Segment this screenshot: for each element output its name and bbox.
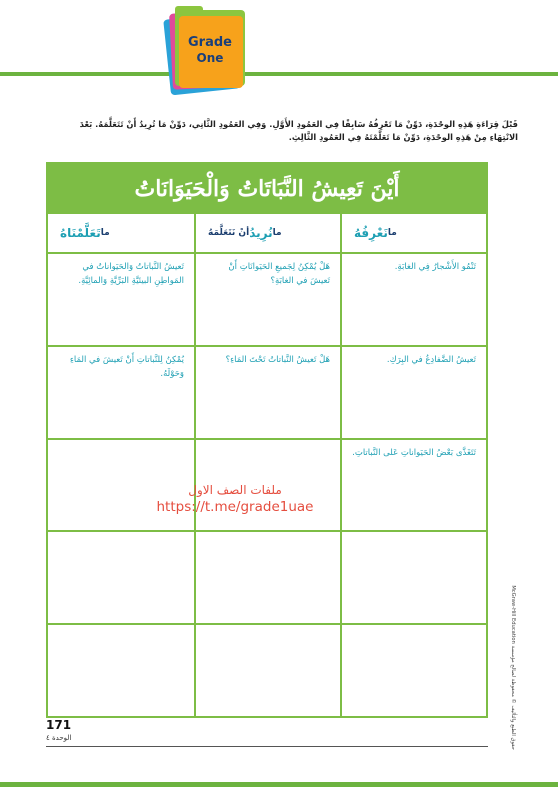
watermark-link[interactable]: https://t.me/grade1uae <box>156 499 314 515</box>
header-what-we-want-to-learn: ما نُرِيدُ أنْ نَتَعَلَّمَهُ <box>194 214 340 254</box>
cell-want: هَلْ يُمْكِنُ لِجَميعِ الحَيَوانَاتِ أَنْ تَعيشَ في الغابَةِ؟ <box>194 254 340 347</box>
page-number: 171 <box>46 718 72 732</box>
cell-know <box>340 625 486 716</box>
cell-learned: تَعيشُ النَّباتاتُ وَالحَيَواناتُ في المَواطِنِ البيئيَّةِ البَرِّيَّةِ وَالمائِيَّةِ. <box>48 254 194 347</box>
cell-want: هَلْ تَعيشُ النَّباتاتُ تَحْتَ المَاءِ؟ <box>194 347 340 440</box>
cell-know: تَنْمُو الأَشْجارُ فِي الغابَةِ. <box>340 254 486 347</box>
chart-title: أَيْنَ تَعِيشُ النَّبَاتَاتُ وَالْحَيَوَانَاتُ <box>48 164 486 214</box>
top-green-line <box>0 72 558 76</box>
cell-want <box>194 532 340 625</box>
bottom-green-line <box>0 782 558 787</box>
watermark-arabic: ملفات الصف الاول <box>188 483 282 497</box>
kwl-grid <box>48 214 486 716</box>
unit-label: الوحدة ٤ <box>46 734 72 742</box>
header-what-we-learned: ما تَعَلَّمْنَاهُ <box>48 214 194 254</box>
cell-want <box>194 625 340 716</box>
cell-know: تَعيشُ الضَّفادِعُ في البِرَكِ. <box>340 347 486 440</box>
header-what-we-know: ما نَعْرِفُهُ <box>340 214 486 254</box>
svg-text:One: One <box>196 51 224 65</box>
kwl-chart <box>46 162 488 718</box>
instructions-text: قَبْلَ قِرَاءَةِ هَذِهِ الوحْدَةِ، دَوِّنْ مَا تَعْرِفُهُ سَابِقًا فِي العَمُودِ الأَوَّلِ. وَفِي العَمُودِ الثَّانِي، دَوِّنْ مَا تُرِيدُ أَنْ تَتَعَلَّمَهُ. بَعْدَ الانْتِهَاءِ مِنْ هَذِهِ الوحْدَةِ، دَوِّنْ مَا تَعَلَّمْتَهُ فِي العَمُودِ الثَّالِثِ. <box>79 119 518 142</box>
watermark <box>140 483 330 515</box>
grade-one-folder-logo <box>157 2 255 98</box>
footer-rule <box>46 746 488 747</box>
cell-learned <box>48 532 194 625</box>
svg-text:Grade: Grade <box>188 35 232 50</box>
cell-learned <box>48 625 194 716</box>
cell-know: تَتَغَذَّى بَعْضُ الحَيَواناتِ عَلى النَّباتاتِ. <box>340 440 486 532</box>
cell-learned: يُمْكِنُ لِلنَّباتاتِ أَنْ تَعيشَ في المَاءِ وَحَوْلَهُ. <box>48 347 194 440</box>
cell-know <box>340 532 486 625</box>
side-copyright: حقوق الطبع والتأليف © محفوظة لصالح مؤسسة McGraw-Hill Education <box>510 585 516 750</box>
